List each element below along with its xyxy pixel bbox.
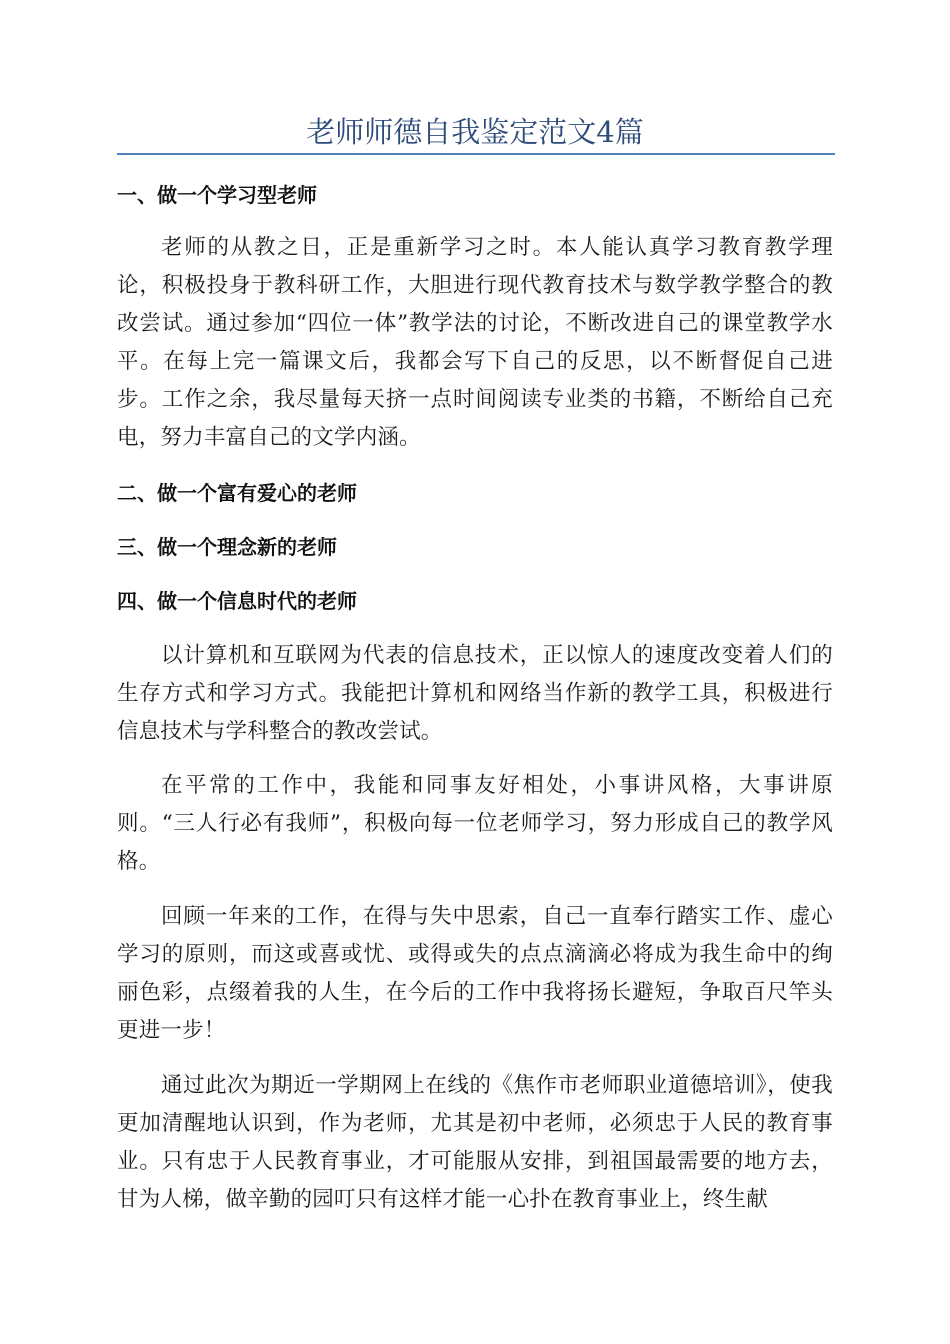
section-heading-4: 四、做一个信息时代的老师 [117, 589, 357, 613]
paragraph-3: 在平常的工作中，我能和同事友好相处，小事讲风格，大事讲原则。“三人行必有我师”，积极向每一位老师学习，努力形成自己的教学风格。 [117, 773, 833, 874]
title-underline [117, 153, 835, 155]
paragraph-2: 以计算机和互联网为代表的信息技术，正以惊人的速度改变着人们的生存方式和学习方式。我能把计算机和网络当作新的教学工具，积极进行信息技术与学科整合的教改尝试。 [117, 643, 833, 744]
section-heading-2: 二、做一个富有爱心的老师 [117, 481, 357, 505]
paragraph-1: 老师的从教之日，正是重新学习之时。本人能认真学习教育教学理论，积极投身于教科研工作，大胆进行现代教育技术与数学教学整合的教改尝试。通过参加“四位一体”教学法的讨论，不断改进自己的课堂教学水平。在每上完一篇课文后，我都会写下自己的反思，以不断督促自己进步。工作之余，我尽量每天挤一点时间阅读专业类的书籍，不断给自己充电，努力丰富自己的文学内涵。 [117, 235, 833, 450]
section-heading-3: 三、做一个理念新的老师 [117, 535, 337, 559]
paragraph-4: 回顾一年来的工作，在得与失中思索，自己一直奉行踏实工作、虚心学习的原则，而这或喜或忧、或得或失的点点滴滴必将成为我生命中的绚丽色彩，点缀着我的人生，在今后的工作中我将扬长避短，争取百尺竿头更进一步！ [117, 904, 833, 1043]
section-heading-1: 一、做一个学习型老师 [117, 183, 317, 207]
paragraph-5: 通过此次为期近一学期网上在线的《焦作市老师职业道德培训》，使我更加清醒地认识到，作为老师，尤其是初中老师，必须忠于人民的教育事业。只有忠于人民教育事业，才可能服从安排，到祖国最需要的地方去，甘为人梯，做辛勤的园叮只有这样才能一心扑在教育事业上，终生献 [117, 1073, 833, 1212]
document-title: 老师师德自我鉴定范文4篇 [306, 115, 644, 149]
